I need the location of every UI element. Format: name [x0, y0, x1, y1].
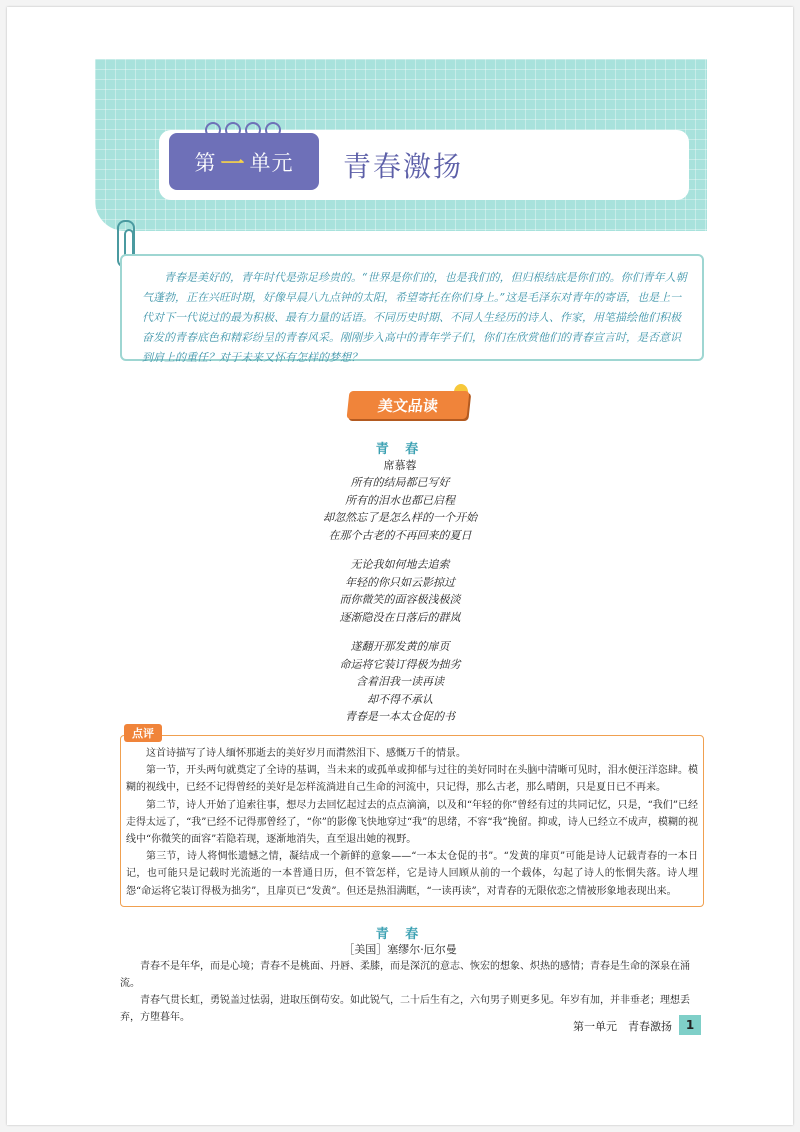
poem-line: 无论我如何地去追索: [350, 558, 450, 571]
page: [7, 7, 793, 1125]
poem2-body: [120, 958, 705, 1026]
poem-line: 却忽然忘了是怎么样的一个开始: [323, 511, 477, 524]
poem-line: 却不得不承认: [367, 692, 433, 706]
poem1-stanza-2: [7, 556, 793, 626]
footer-label: 第一单元 青春激扬: [573, 1020, 672, 1033]
poem1-stanza-3: [7, 638, 793, 726]
poem-line: 而你微笑的面容极浅极淡: [339, 593, 461, 606]
commentary-paragraph: 第二节，诗人开始了追索往事，想尽力去回忆起过去的点点滴滴，以及和“年轻的你”曾经有过的共同记忆，只是，“我们”已经走得太远了，“我”已经不记得那曾经了，“你”的影像飞快地穿过“我”的思绪，不容“我”挽留。抑或，诗人已经立不成声，模糊的视线中“你微笑的面容”若隐若现，逐渐地消失，直至退出她的视野。: [126, 799, 698, 846]
unit-label: [169, 133, 319, 190]
poem-line: 年轻的你只如云影掠过: [345, 575, 455, 589]
unit-theme: 青春激扬: [343, 150, 464, 183]
poem-line: 含着泪我一读再读: [356, 675, 444, 688]
unit-number: 一: [220, 150, 246, 178]
poem-line: 命运将它装订得极为拙劣: [339, 657, 461, 671]
poem-line: 逐渐隐没在日落后的群岚: [339, 610, 461, 624]
unit-suffix: 单元: [249, 150, 294, 175]
commentary-tag: 点评: [124, 724, 162, 742]
commentary-paragraph: 这首诗描写了诗人缅怀那逝去的美好岁月而潸然泪下、感慨万千的情景。: [146, 748, 466, 759]
poem-line: 在那个古老的不再回来的夏日: [328, 528, 472, 542]
intro-box: [120, 254, 704, 364]
poem2-author: ［美国］塞缪尔·厄尔曼: [343, 943, 457, 956]
page-number: 1: [679, 1015, 701, 1035]
poem-line: 所有的结局都已写好: [350, 476, 450, 489]
poem-line: 青春是一本太仓促的书: [345, 710, 455, 723]
poem1-title: 青 春: [375, 442, 425, 457]
commentary-body: [126, 745, 698, 900]
unit-prefix: 第: [194, 150, 217, 175]
poem1-author: 席慕蓉: [383, 459, 417, 472]
poem1-stanza-1: [7, 474, 793, 544]
commentary-paragraph: 第一节，开头两句就奠定了全诗的基调，当未来的或孤单或抑郁与过往的美好同时在头脑中清晰可见时，泪水便汪洋恣肆。模糊的视线中，已经不记得曾经的美好是怎样流淌进自己生命的河流中，只记得，那么古老，那么晴朗，只是夏日已不再来。: [126, 765, 698, 794]
poem2-paragraph: 青春气贯长虹，勇锐盖过怯弱，进取压倒苟安。如此锐气，二十后生有之，六旬男子则更多见。年岁有加，并非垂老；理想丢弃，方堕暮年。: [120, 995, 690, 1023]
commentary-paragraph: 第三节，诗人将惆怅遗憾之情，凝结成一个新鲜的意象——“一本太仓促的书”。“发黄的扉页”可能是诗人记载青春的一本日记，也可能只是记载时光流逝的一本普通日历，但不管怎样，它是诗人回顾从前的一个载体，勾起了诗人的怅惘失落。诗人埋怨“命运将它装订得极为拙劣”，且扉页已“发黄”。但还是热泪满眶，“一读再读”，对青春的无限依恋之情被形象地表现出来。: [126, 851, 698, 897]
section-tag: 美文品读: [347, 391, 470, 419]
intro-text: 青春是美好的，青年时代是弥足珍贵的。“世界是你们的，也是我们的，但归根结底是你们的。你们青年人朝气蓬勃，正在兴旺时期，好像早晨八九点钟的太阳，希望寄托在你们身上。”这是毛泽东对青年的寄语，也是上一代对下一代说过的最为积极、最有力量的话语。不同历史时期、不同人生经历的诗人、作家，用笔描绘他们积极奋发的青春底色和精彩纷呈的青春风采。刚刚步入高中的青年学子们，你们在欣赏他们的青春宣言时，是否意识到肩上的重任？对于未来又怀有怎样的梦想？: [142, 271, 687, 364]
poem-line: 遂翻开那发黄的扉页: [350, 640, 450, 653]
poem2-title: 青 春: [375, 927, 425, 942]
poem2-paragraph: 青春不是年华，而是心境；青春不是桃面、丹唇、柔膝，而是深沉的意志、恢宏的想象、炽热的感情；青春是生命的深泉在涌流。: [120, 961, 690, 989]
poem-line: 所有的泪水也都已启程: [345, 493, 455, 507]
